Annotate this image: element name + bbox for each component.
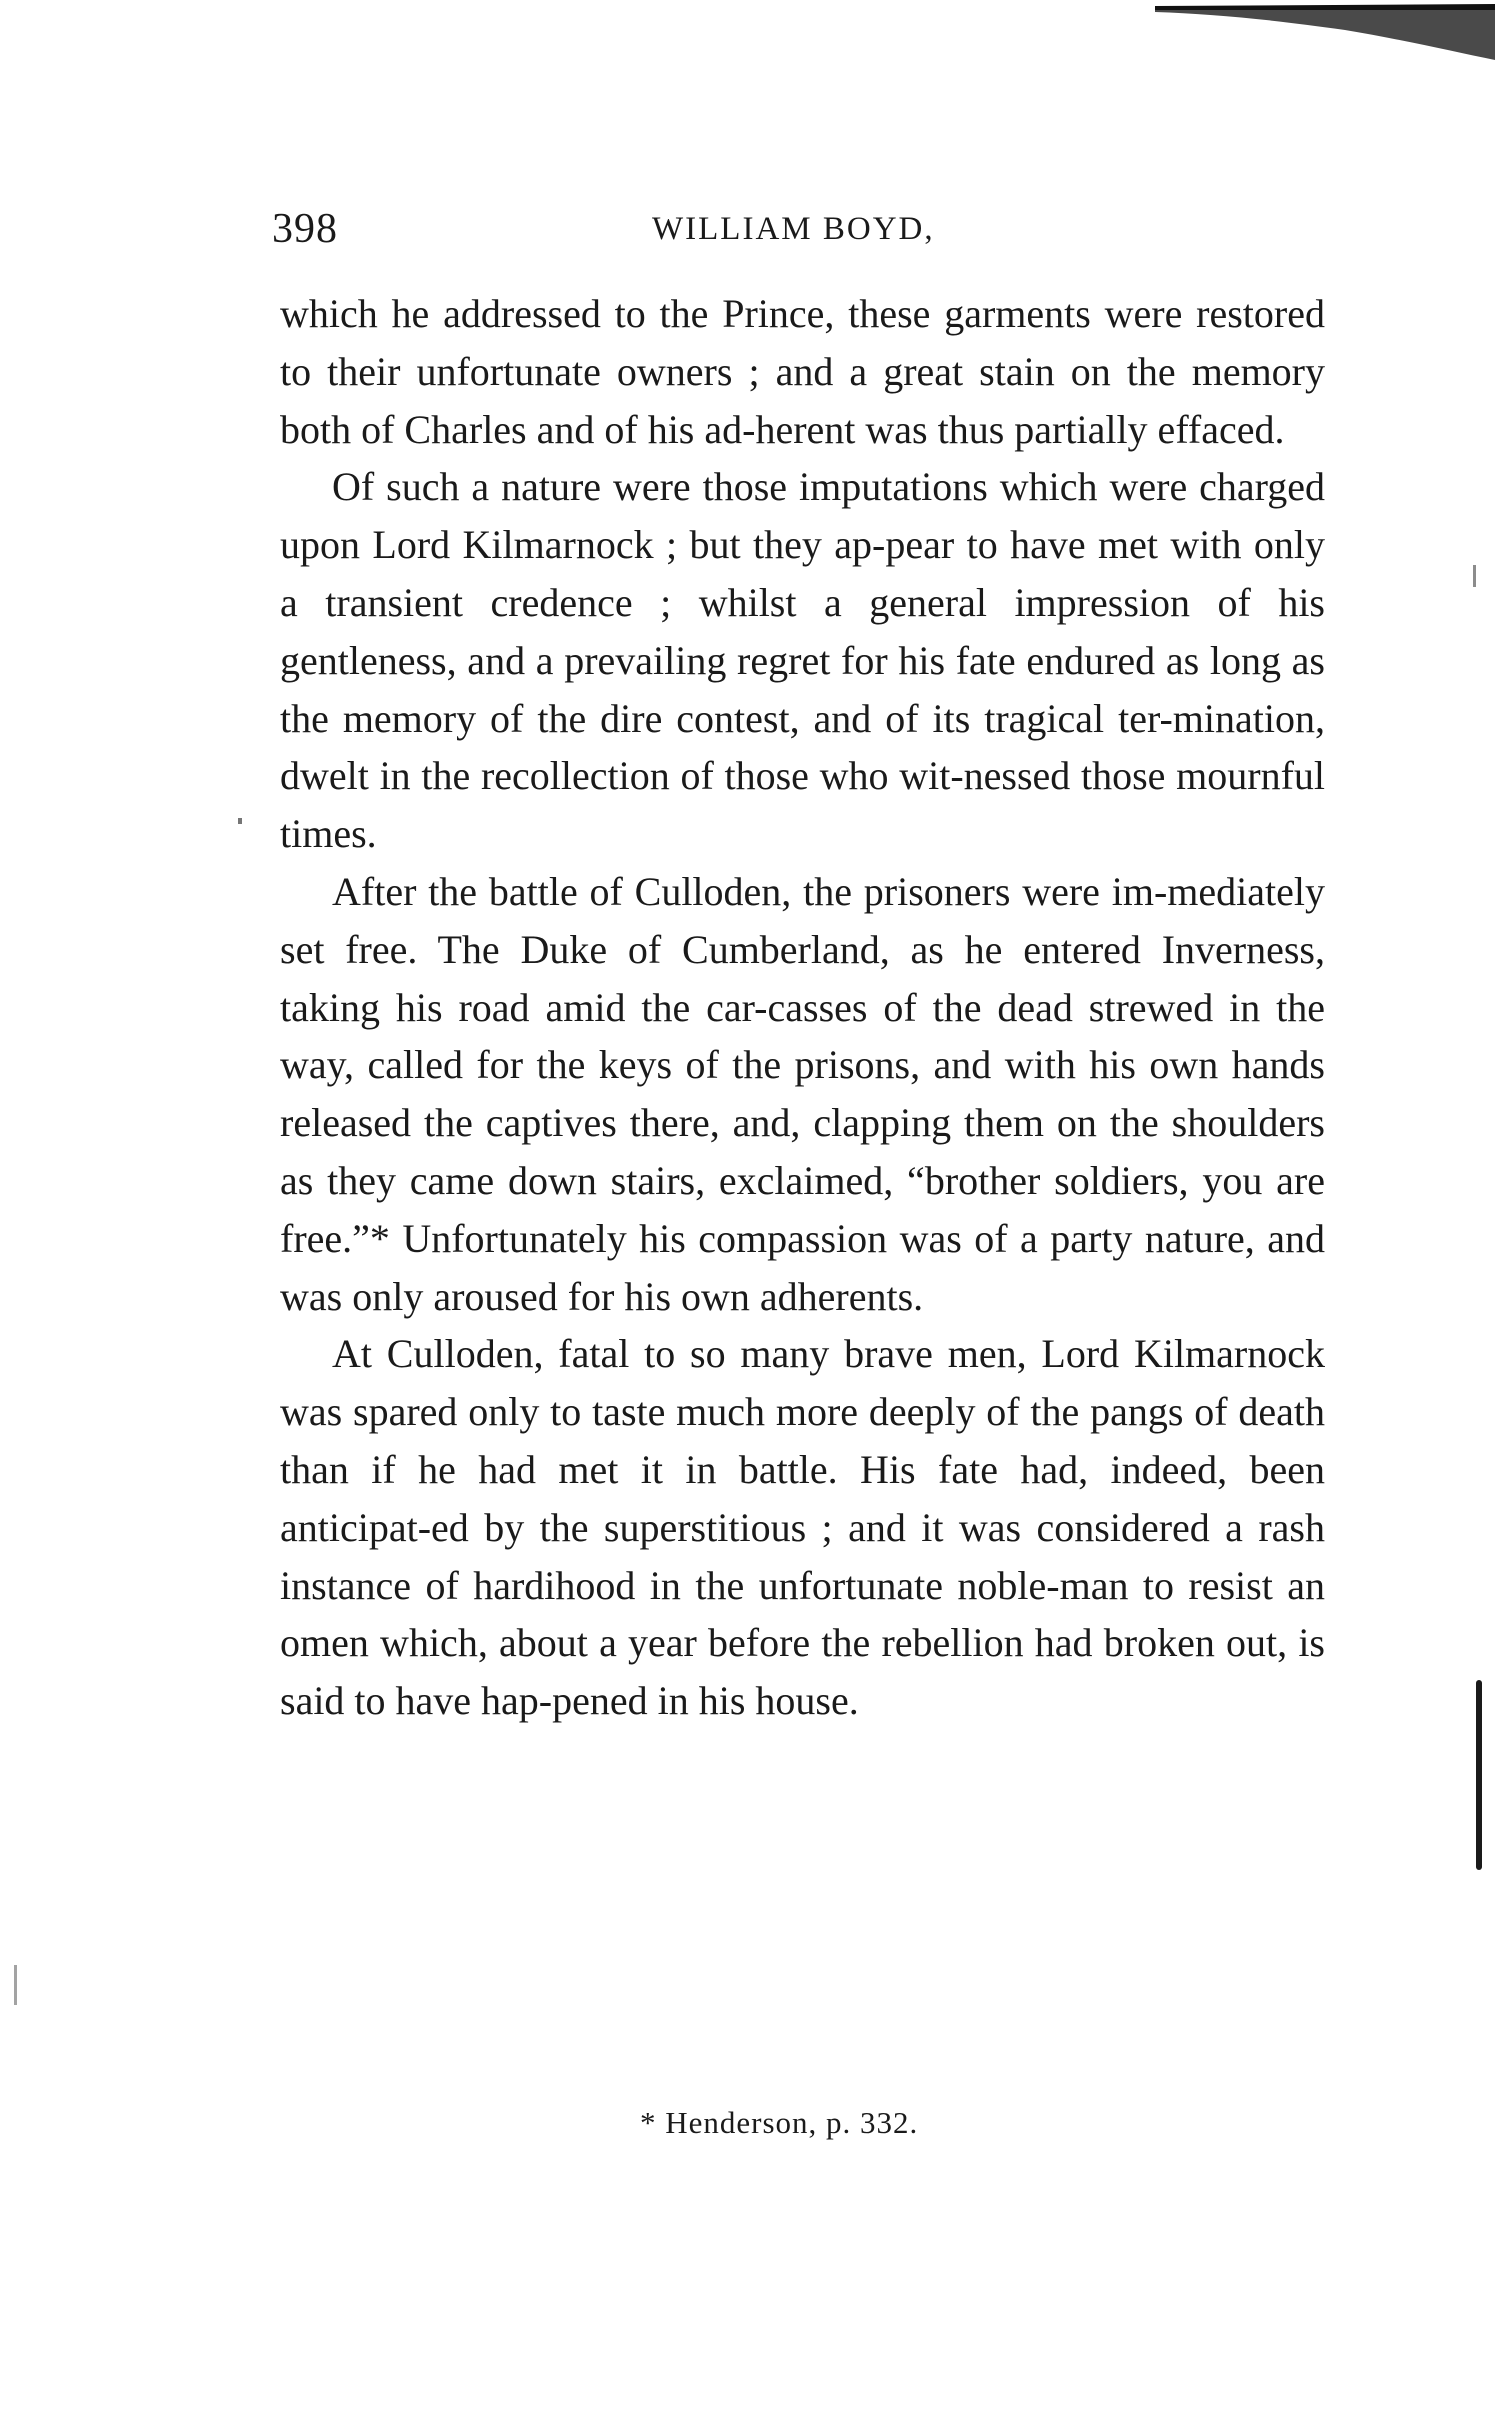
- page-header: [272, 205, 1322, 265]
- margin-mark-left-lower: [14, 1965, 17, 2005]
- paragraph-1: which he addressed to the Prince, these garments were restored to their unfortunate owners ; and a great stain on the memory both of Charles and of his ad-herent was thus partially effaced.: [280, 291, 1325, 452]
- footnote: * Henderson, p. 332.: [640, 2105, 919, 2140]
- paragraph-2: Of such a nature were those imputations which were charged upon Lord Kilmarnock ; but they ap-pear to have met with only a transient credence ; whilst a general impression of his gentleness, and a prevailing regret for his fate endured as long as the memory of the dire contest, and of its tragical ter-mination, dwelt in the recollection of those who wit-nessed those mournful times.: [280, 464, 1325, 857]
- body-text: [280, 285, 1325, 1730]
- paragraph-4: At Culloden, fatal to so many brave men, Lord Kilmarnock was spared only to taste much more deeply of the pangs of death than if he had met it in battle. His fate had, indeed, been anticipat-ed by the superstitious ; and it was considered a rash instance of hardihood in the unfortunate noble-man to resist an omen which, about a year before the rebellion had broken out, is said to have hap-pened in his house.: [280, 1331, 1325, 1724]
- margin-mark-left-dot: [238, 818, 242, 824]
- margin-mark-right-upper: [1473, 565, 1476, 587]
- paragraph-3: After the battle of Culloden, the prisoners were im-mediately set free. The Duke of Cumberland, as he entered Inverness, taking his road amid the car-casses of the dead strewed in the way, called for the keys of the prisons, and with his own hands released the captives there, and, clapping them on the shoulders as they came down stairs, exclaimed, “brother soldiers, you are free.”* Unfortunately his compassion was of a party nature, and was only aroused for his own adherents.: [280, 868, 1325, 1319]
- running-head: WILLIAM BOYD,: [652, 211, 935, 247]
- scan-edge-artifact: [1155, 0, 1495, 70]
- page-number: 398: [272, 206, 338, 252]
- margin-mark-right-bar: [1476, 1680, 1482, 1870]
